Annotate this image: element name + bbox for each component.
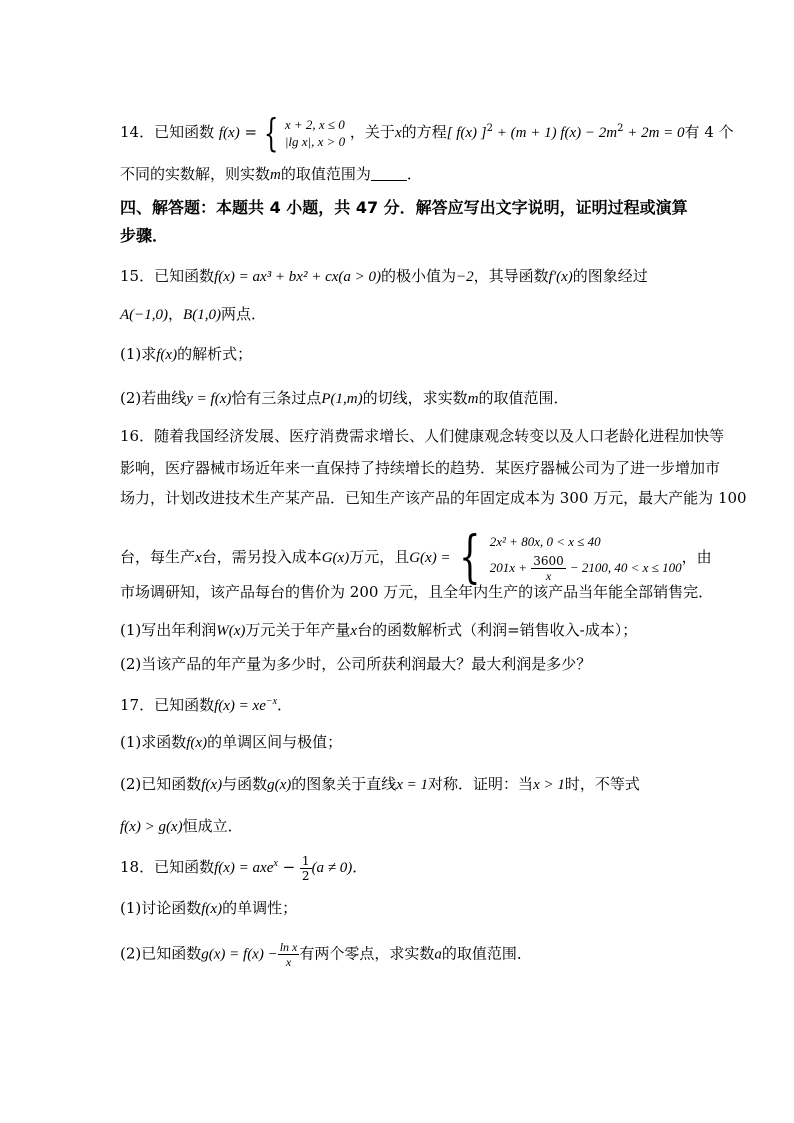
q18-p2-num: ln x xyxy=(279,940,298,954)
q16-l4-pre: 台，每生产 xyxy=(120,548,196,566)
q17-func-sup: −x xyxy=(265,696,278,707)
q16-p1-pre: (1)写出年利润 xyxy=(120,621,217,639)
q14-eq-lhs: [ f(x) ] xyxy=(446,125,487,141)
q15-text-post: 的图象经过 xyxy=(572,267,648,285)
q15-p1-pre: (1)求 xyxy=(120,345,157,363)
q14-piecewise xyxy=(262,111,346,155)
q14-line1 xyxy=(120,111,734,155)
q15-line2 xyxy=(120,302,266,327)
q15-point-b: B(1,0) xyxy=(183,307,221,323)
q16-fraction xyxy=(531,554,566,583)
q18-p2-post: 的取值范围． xyxy=(441,944,532,963)
q15-p2-curve: y = f(x) xyxy=(186,391,232,407)
q18-part1 xyxy=(120,896,297,921)
q15-p2-pre: (2)若曲线 xyxy=(120,389,187,407)
q15-p1-fx: f(x) xyxy=(156,347,178,363)
q16-case1: 2x² + 80x, 0 < x ≤ 40 xyxy=(489,534,601,549)
q17-p1-post: 的单调区间与极值； xyxy=(207,733,343,751)
q17-p2-mid: 与函数 xyxy=(222,775,268,793)
q17-line1 xyxy=(120,690,292,718)
q18-p1-post: 的单调性； xyxy=(222,899,298,917)
q15-point-a: A(−1,0) xyxy=(120,307,169,323)
q15-part1 xyxy=(120,342,252,367)
q15-label: 15．已知函数 xyxy=(120,267,215,285)
q14-line2 xyxy=(120,162,422,187)
q17-p3-post: 恒成立． xyxy=(182,817,243,835)
q16-part1 xyxy=(120,618,637,643)
q16-line2: 影响，医疗器械市场近年来一直保持了持续增长的趋势．某医疗器械公司为了进一步增加市 xyxy=(120,459,721,477)
q14-line2-pre: 不同的实数解，则实数 xyxy=(120,165,271,183)
q15-deriv: f′(x) xyxy=(548,269,573,285)
q18-p1-fx: f(x) xyxy=(201,901,223,917)
q15-text-mid: 的极小值为 xyxy=(381,267,457,285)
q18-frac-num: 1 xyxy=(301,853,310,868)
q16-case2-b: − 2100, 40 < x ≤ 100 xyxy=(569,560,682,575)
q16-l4-G2: G(x) = xyxy=(409,550,451,566)
q18-p2-fraction xyxy=(278,940,300,969)
q14-var-m: m xyxy=(270,167,281,183)
q17-p2-line: x = 1 xyxy=(396,777,429,793)
q18-label: 18．已知函数 xyxy=(120,858,215,876)
q18-p2-den: x xyxy=(285,955,292,969)
q17-part2-cont xyxy=(120,814,243,839)
q14-line2-post: 的取值范围为 xyxy=(280,165,371,183)
q14-case2: |lg x|, x > 0 xyxy=(284,134,346,149)
q16-line5: 市场调研知，该产品每台的售价为 200 万元，且全年内生产的该产品当年能全部销售完． xyxy=(120,583,714,601)
q16-l4-post: ，由 xyxy=(681,548,712,566)
q18-func-cond: (a ≠ 0) xyxy=(311,860,353,876)
brace-icon: { xyxy=(263,111,279,155)
q15-p2-mid2: 的切线，求实数 xyxy=(362,389,468,407)
q18-frac-den: 2 xyxy=(301,868,310,883)
q16-line1: 16．随着我国经济发展、医疗消费需求增长、人们健康观念转变以及人口老龄化进程加快等 xyxy=(120,427,725,445)
q17-part2 xyxy=(120,772,640,797)
q16-case2-a: 201x + xyxy=(489,560,528,575)
q18-func-minus: − xyxy=(277,858,300,876)
q14-eq-sq: 2 xyxy=(486,123,493,134)
q15-p2-m: m xyxy=(467,391,479,407)
q17-p2-mid3: 对称．证明：当 xyxy=(428,775,534,793)
q17-p1-fx: f(x) xyxy=(186,735,208,751)
q16-frac-num: 3600 xyxy=(533,554,564,568)
q16-line4 xyxy=(120,525,712,590)
q17-p2-gx: g(x) xyxy=(267,777,292,793)
q14-text-mid: ，关于 xyxy=(349,123,395,141)
q18-p1-pre: (1)讨论函数 xyxy=(120,899,202,917)
q15-text-mid2: ，其导函数 xyxy=(473,267,549,285)
q16-frac-den: x xyxy=(545,569,552,583)
q18-line1-post: ． xyxy=(352,858,368,876)
q18-line1 xyxy=(120,852,367,883)
q17-label: 17．已知函数 xyxy=(120,696,215,714)
q15-func: f(x) = ax³ + bx² + cx(a > 0) xyxy=(214,269,382,285)
q18-p2-g: g(x) = f(x) − xyxy=(201,946,278,963)
q15-p1-post: 的解析式； xyxy=(177,345,253,363)
q17-p2-cond: x > 1 xyxy=(533,777,565,793)
q14-eq-rest2: + 2m = 0 xyxy=(623,125,685,141)
q16-l4-mid: 台，需另投入成本 xyxy=(201,548,322,566)
q15-line2-post: 两点． xyxy=(220,305,266,323)
q17-p2-fx: f(x) xyxy=(201,777,223,793)
q18-p2-mid: 有两个零点，求实数 xyxy=(299,944,435,963)
q15-sep: ， xyxy=(168,305,184,323)
q16-l4-x: x xyxy=(195,550,202,566)
q17-p2-pre: (2)已知函数 xyxy=(120,775,202,793)
q14-case1: x + 2, x ≤ 0 xyxy=(284,117,345,132)
q17-p2-post: 时，不等式 xyxy=(564,775,640,793)
q17-func: f(x) = xe xyxy=(214,698,266,714)
q16-p1-post: 台的函数解析式（利润=销售收入-成本）； xyxy=(357,621,638,639)
section4-heading-cont: 步骤． xyxy=(120,226,169,245)
q15-part2 xyxy=(120,386,569,411)
q17-p2-mid2: 的图象关于直线 xyxy=(291,775,397,793)
q15-p2-mid: 恰有三条过点 xyxy=(231,389,322,407)
q14-text-post: 有 4 个 xyxy=(684,123,734,141)
q14-var-x: x xyxy=(394,125,402,141)
q18-func: f(x) = axe xyxy=(214,860,274,876)
section4-heading: 四、解答题：本题共 4 小题，共 47 分．解答应写出文字说明，证明过程或演算 xyxy=(120,198,688,217)
q16-part2: (2)当该产品的年产量为多少时，公司所获利润最大？最大利润是多少？ xyxy=(120,655,592,673)
q14-eq-sq2: 2 xyxy=(617,123,624,134)
q18-p2-a: a xyxy=(434,946,442,963)
q18-fraction xyxy=(300,854,312,883)
q16-piecewise xyxy=(455,525,682,590)
answer-blank xyxy=(371,166,407,181)
q16-l4-mid2: 万元，且 xyxy=(349,548,410,566)
q14-eq-rest: + (m + 1) f(x) − 2m xyxy=(493,125,618,141)
q16-p1-x: x xyxy=(350,623,358,639)
q17-part1 xyxy=(120,730,342,755)
q16-line3: 场力，计划改进技术生产某产品．已知生产该产品的年固定成本为 300 万元，最大产能为 100 xyxy=(120,489,747,507)
q17-p3-ineq: f(x) > g(x) xyxy=(120,819,183,835)
q17-p1-pre: (1)求函数 xyxy=(120,733,187,751)
q18-func-sup: x xyxy=(273,858,278,869)
q14-fx: f(x) xyxy=(218,125,240,141)
q18-p2-pre: (2)已知函数 xyxy=(120,944,202,963)
q15-line1 xyxy=(120,264,648,289)
q18-part2 xyxy=(120,940,532,969)
q14-text-mid2: 的方程 xyxy=(401,123,447,141)
q15-p2-post: 的取值范围． xyxy=(478,389,569,407)
q14-line2-end: ． xyxy=(406,165,422,183)
q15-p2-point: P(1,m) xyxy=(321,391,363,407)
q17-line1-post: ． xyxy=(277,696,293,714)
q16-l4-G: G(x) xyxy=(321,550,350,566)
brace-icon: { xyxy=(459,525,481,590)
q16-p1-W: W(x) xyxy=(216,623,246,639)
q14-label: 14．已知函数 xyxy=(120,123,215,141)
q14-eq: = xyxy=(244,123,258,141)
q16-p1-mid: 万元关于年产量 xyxy=(245,621,351,639)
q15-minval: −2 xyxy=(456,269,474,285)
